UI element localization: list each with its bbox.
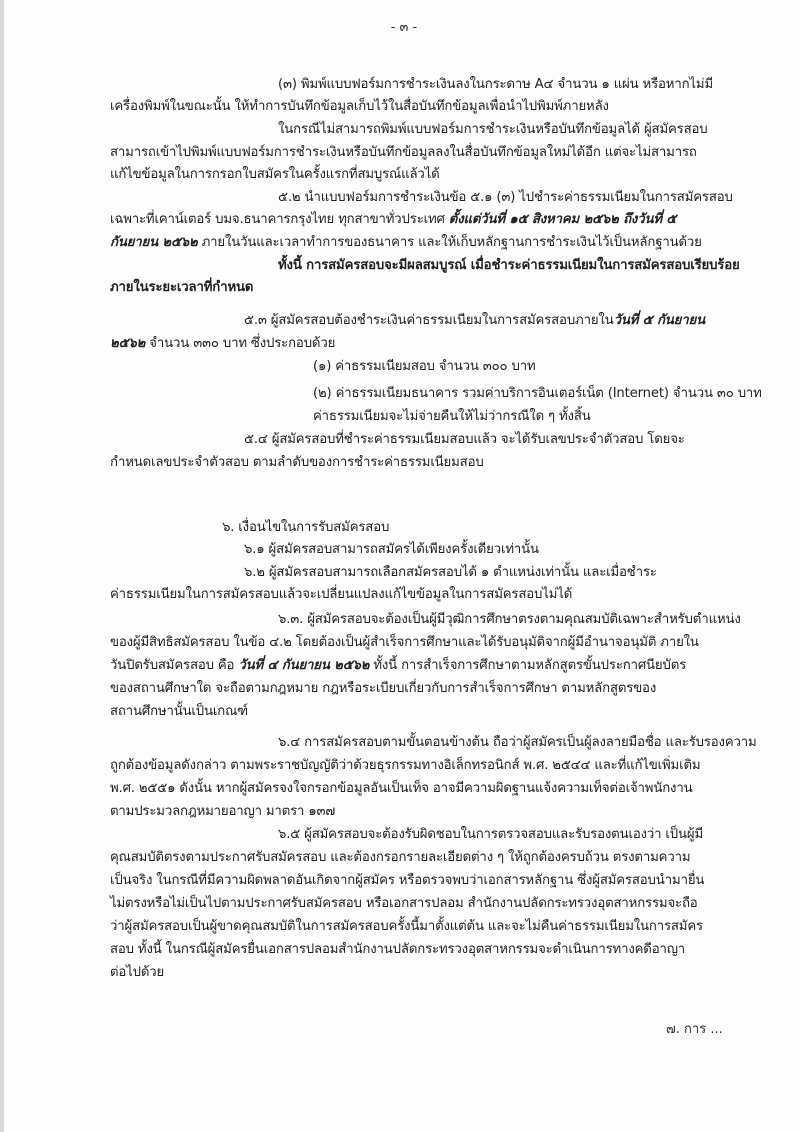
section-6-4: ๖.๔ การสมัครสอบตามขั้นตอนข้างต้น ถือว่าผู้สมัครเป็นผู้ลงลายมือชื่อ และรับรองความ	[278, 735, 757, 750]
list-item: (๑) ค่าธรรมเนียมสอบ จำนวน ๓๐๐ บาท	[313, 359, 536, 374]
text-span: วันปิดรับสมัครสอบ คือ	[110, 658, 239, 673]
text-line	[110, 233, 750, 253]
section-5-2: ๕.๒ นำแบบฟอร์มการชำระเงินข้อ ๕.๑ (๓) ไปชำระค่าธรรมเนียมในการสมัครสอบ	[278, 190, 733, 205]
text-span: จำนวน ๓๓๐ บาท ซึ่งประกอบด้วย	[145, 336, 336, 351]
text-line: สอบ ทั้งนี้ ในกรณีผู้สมัครยื่นเอกสารปลอมสำนักงานปลัดกระทรวงอุตสาหกรรมจะดำเนินการทางคดีอาญา	[110, 942, 686, 957]
text-line: พ.ศ. ๒๕๕๑ ดังนั้น หากผู้สมัครจงใจกรอกข้อมูลอันเป็นเท็จ อาจมีความผิดฐานแจ้งความเท็จต่อเจ้าพนักงาน	[110, 781, 693, 796]
text-line: กำหนดเลขประจำตัวสอบ ตามลำดับของการชำระค่าธรรมเนียมสอบ	[110, 455, 484, 470]
text-span: ภายในวันและเวลาทำการของธนาคาร และให้เก็บหลักฐานการชำระเงินไว้เป็นหลักฐานด้วย	[197, 235, 702, 250]
text-span: ๕.๓ ผู้สมัครสอบต้องชำระเงินค่าธรรมเนียมในการสมัครสอบภายใน	[244, 313, 614, 328]
emphasized-date: วันที่ ๔ กันยายน ๒๕๖๒	[238, 658, 370, 673]
bold-notice: ภายในระยะเวลาที่กำหนด	[110, 280, 254, 295]
section-6-2: ๖.๒ ผู้สมัครสอบสามารถเลือกสมัครสอบได้ ๑ ตำแหน่งเท่านั้น และเมื่อชำระ	[244, 565, 657, 580]
text-line: (๓) พิมพ์แบบฟอร์มการชำระเงินลงในกระดาษ A๔ จำนวน ๑ แผ่น หรือหากไม่มี	[278, 77, 713, 92]
text-line: ของผู้มีสิทธิสมัครสอบ ในข้อ ๔.๒ โดยต้องเป็นผู้สำเร็จการศึกษาและได้รับอนุมัติจากผู้มีอำนาจอนุมัติ ภายใน	[110, 635, 699, 650]
text-span: ทั้งนี้ การสำเร็จการศึกษาตามหลักสูตรขั้นประกาศนียบัตร	[369, 658, 687, 673]
text-line: ต่อไปด้วย	[110, 965, 165, 980]
text-line: แก้ไขข้อมูลในการกรอกใบสมัครในครั้งแรกที่สมบูรณ์แล้วได้	[110, 167, 440, 182]
text-line: สามารถเข้าไปพิมพ์แบบฟอร์มการชำระเงินหรือบันทึกข้อมูลลงในสื่อบันทึกข้อมูลใหม่ได้อีก แต่จะไม่สามารถ	[110, 145, 697, 160]
text-line	[110, 210, 750, 230]
emphasized-date: ๒๕๖๒	[110, 336, 146, 351]
text-line: ถูกต้องข้อมูลดังกล่าว ตามพระราชบัญญัติว่าด้วยธุรกรรมทางอิเล็กทรอนิกส์ พ.ศ. ๒๕๔๔ และที่แก้ไขเพิ่มเติม	[110, 758, 701, 773]
section-6-5: ๖.๕ ผู้สมัครสอบจะต้องรับผิดชอบในการตรวจสอบและรับรองตนเองว่า เป็นผู้มี	[278, 827, 703, 842]
section-5-4: ๕.๔ ผู้สมัครสอบที่ชำระค่าธรรมเนียมสอบแล้ว จะได้รับเลขประจำตัวสอบ โดยจะ	[244, 432, 685, 447]
text-line: ตามประมวลกฎหมายอาญา มาตรา ๑๓๗	[110, 804, 336, 819]
text-line: เครื่องพิมพ์ในขณะนั้น ให้ทำการบันทึกข้อมูลเก็บไว้ในสื่อบันทึกข้อมูลเพื่อนำไปพิมพ์ภายหลัง	[110, 99, 609, 114]
text-line: ว่าผู้สมัครสอบเป็นผู้ขาดคุณสมบัติในการสมัครสอบครั้งนี้มาตั้งแต่ต้น และจะไม่คืนค่าธรรมเนียมในการสมัคร	[110, 919, 703, 934]
text-span: เฉพาะที่เคาน์เตอร์ บมจ.ธนาคารกรุงไทย ทุกสาขาทั่วประเทศ	[110, 212, 449, 227]
page-continuation: ๗. การ ...	[666, 1022, 723, 1037]
text-line: คุณสมบัติตรงตามประกาศรับสมัครสอบ และต้องกรอกรายละเอียดต่าง ๆ ให้ถูกต้องครบถ้วน ตรงตามความ	[110, 850, 691, 865]
section-5-3	[244, 311, 800, 331]
text-line: ในกรณีไม่สามารถพิมพ์แบบฟอร์มการชำระเงินหรือบันทึกข้อมูลได้ ผู้สมัครสอบ	[278, 122, 708, 137]
text-line: เป็นจริง ในกรณีที่มีความผิดพลาดอันเกิดจากผู้สมัคร หรือตรวจพบว่าเอกสารหลักฐาน ซึ่งผู้สมัครสอบนำมายื่น	[110, 873, 705, 888]
text-line: สถานศึกษานั้นเป็นเกณฑ์	[110, 704, 248, 719]
page-number: - ๓ -	[390, 20, 418, 35]
text-line: ค่าธรรมเนียมในการสมัครสอบแล้วจะเปลี่ยนแปลงแก้ไขข้อมูลในการสมัครสอบไม่ได้	[110, 587, 573, 602]
section-6-3: ๖.๓. ผู้สมัครสอบจะต้องเป็นผู้มีวุฒิการศึกษาตรงตามคุณสมบัติเฉพาะสำหรับตำแหน่ง	[278, 612, 741, 627]
bold-notice: ทั้งนี้ การสมัครสอบจะมีผลสมบูรณ์ เมื่อชำระค่าธรรมเนียมในการสมัครสอบเรียบร้อย	[278, 258, 740, 273]
emphasized-date: ตั้งแต่วันที่ ๑๕ สิงหาคม ๒๕๖๒ ถึงวันที่ ๕	[448, 212, 677, 227]
emphasized-date: วันที่ ๕ กันยายน	[613, 313, 705, 328]
emphasized-date: กันยายน ๒๕๖๒	[110, 235, 198, 250]
text-line	[110, 656, 750, 676]
text-line: ไม่ตรงหรือไม่เป็นไปตามประกาศรับสมัครสอบ หรือเอกสารปลอม สำนักงานปลัดกระทรวงอุตสาหกรรมจะถือ	[110, 896, 698, 911]
section-6-heading: ๖. เงื่อนไขในการรับสมัครสอบ	[222, 520, 390, 535]
text-line: ของสถานศึกษาใด จะถือตามกฎหมาย กฎหรือระเบียบเกี่ยวกับการสำเร็จการศึกษา ตามหลักสูตรของ	[110, 681, 657, 696]
text-line	[110, 334, 750, 354]
text-line: ค่าธรรมเนียมจะไม่จ่ายคืนให้ไม่ว่ากรณีใด ๆ ทั้งสิ้น	[313, 409, 591, 424]
list-item: (๒) ค่าธรรมเนียมธนาคาร รวมค่าบริการอินเตอร์เน็ต (Internet) จำนวน ๓๐ บาท	[313, 386, 762, 401]
section-6-1: ๖.๑ ผู้สมัครสอบสามารถสมัครได้เพียงครั้งเดียวเท่านั้น	[244, 542, 539, 557]
